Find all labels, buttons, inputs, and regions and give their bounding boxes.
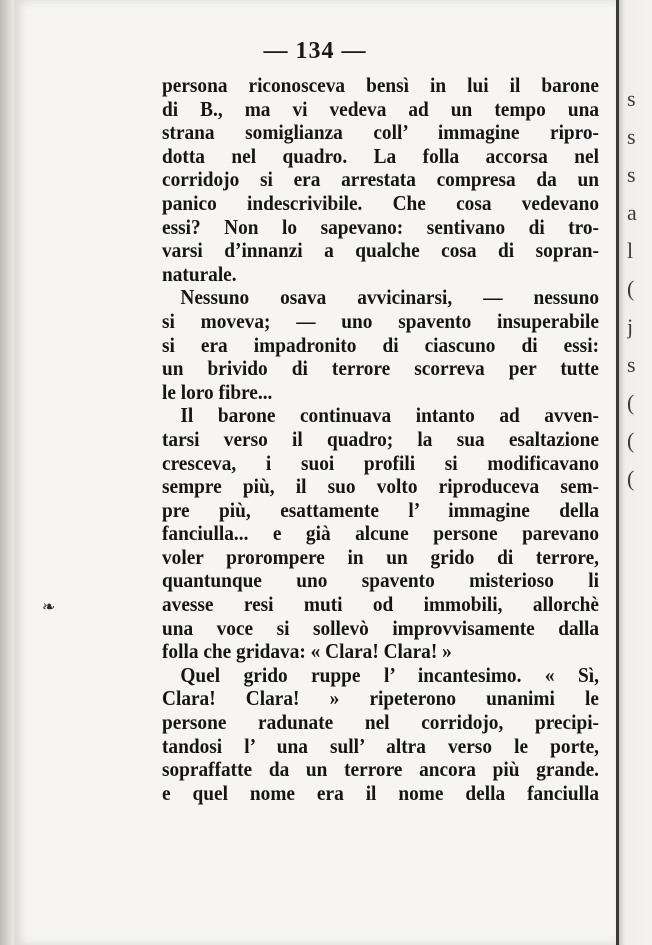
edge-fragment: a	[627, 200, 637, 225]
text-line: si era impadronito di ciascuno di essi:	[162, 332, 599, 357]
text-line: persone radunate nel corridojo, precipi-	[162, 710, 599, 735]
text-line: un brivido di terrore scorreva per tutte	[162, 356, 599, 381]
text-line: quantunque uno spavento misterioso li	[162, 568, 599, 593]
text-line: si moveva; — uno spavento insuperabile	[162, 308, 599, 333]
text-line: dotta nel quadro. La folla accorsa nel	[162, 143, 599, 168]
text-line: di B., ma vi vedeva ad un tempo una	[162, 96, 599, 121]
text-line: corridojo si era arrestata compresa da un	[162, 167, 599, 192]
text-line: Nessuno osava avvicinarsi, — nessuno	[180, 285, 599, 310]
edge-fragment: (	[627, 428, 635, 453]
text-line: Il barone continuava intanto ad avven-	[180, 403, 599, 428]
text-line: le loro fibre...	[162, 379, 273, 404]
text-line: tarsi verso il quadro; la sua esaltazione	[162, 426, 599, 451]
ornament-mark: ❧	[42, 599, 56, 616]
text-line: panico indescrivibile. Che cosa vedevano	[162, 190, 599, 215]
text-line: pre più, esattamente l’ immagine della	[162, 497, 599, 522]
edge-fragment: s	[627, 124, 636, 149]
text-line: e quel nome era il nome della fanciulla	[162, 780, 599, 805]
page-number: — 134 —	[263, 38, 367, 64]
text-line: sopraffatte da un terrore ancora più grande.	[162, 757, 599, 782]
edge-fragment: j	[627, 314, 634, 339]
text-line: sempre più, il suo volto riproduceva sem-	[162, 474, 599, 499]
text-line: fanciulla... e già alcune persone parevano	[162, 521, 599, 546]
text-line: una voce si sollevò improvvisamente dalla	[162, 615, 599, 640]
text-line: Clara! Clara! » ripeterono unanimi le	[162, 686, 599, 711]
text-line: naturale.	[162, 261, 237, 286]
text-line: persona riconosceva bensì in lui il barone	[162, 73, 599, 97]
edge-fragment: (	[627, 276, 635, 301]
book-page	[14, 0, 616, 945]
text-line: essi? Non lo sapevano: sentivano di tro-	[162, 214, 599, 239]
edge-fragment: s	[627, 86, 636, 111]
edge-fragment: s	[627, 352, 636, 377]
adjacent-page-text-fragments	[627, 80, 649, 498]
text-line: cresceva, i suoi profili si modificavano	[162, 450, 599, 475]
text-line: folla che gridava: « Clara! Clara! »	[162, 639, 452, 664]
edge-fragment: l	[627, 238, 634, 263]
text-line: strana somiglianza coll’ immagine ripro-	[162, 120, 599, 145]
text-line: voler prorompere in un grido di terrore,	[162, 544, 599, 569]
text-line: avesse resi muti od immobili, allorchè	[162, 592, 599, 617]
text-line: Quel grido ruppe l’ incantesimo. « Sì,	[180, 662, 599, 687]
page-body-text	[162, 73, 599, 805]
text-line: varsi d’innanzi a qualche cosa di sopran-	[162, 238, 599, 263]
edge-fragment: s	[627, 162, 636, 187]
text-line: tandosi l’ una sull’ altra verso le porte,	[162, 733, 599, 758]
edge-fragment: (	[627, 390, 635, 415]
edge-fragment: (	[627, 466, 635, 491]
